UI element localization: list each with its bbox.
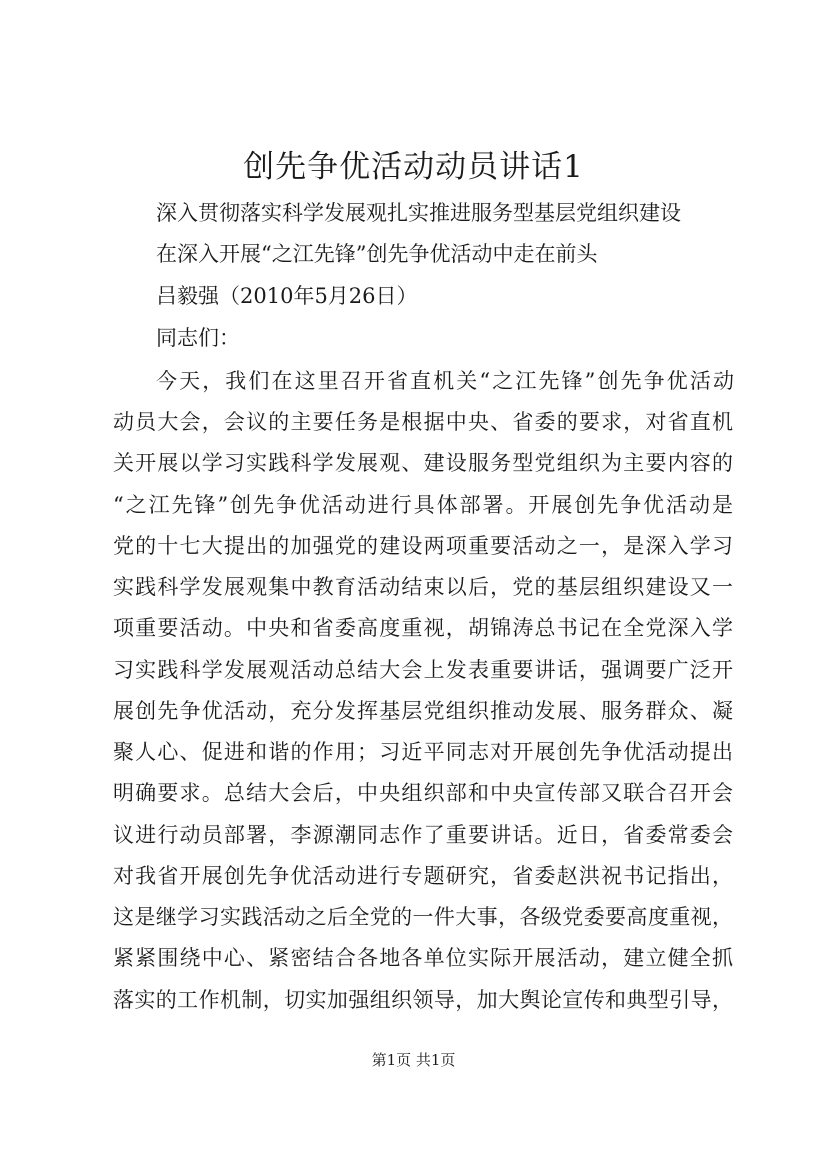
body-text-line: 明确要求。总结大会后，中央组织部和中央宣传部又联合召开会 <box>113 781 733 805</box>
body-text-line: 展创先争优活动，充分发挥基层党组织推动发展、服务群众、凝 <box>113 699 733 723</box>
body-text-line: 动员大会，会议的主要任务是根据中央、省委的要求，对省直机 <box>113 410 733 434</box>
body-text-line: 项重要活动。中央和省委高度重视，胡锦涛总书记在全党深入学 <box>113 616 733 640</box>
body-text-line: 对我省开展创先争优活动进行专题研究，省委赵洪祝书记指出， <box>113 864 733 888</box>
body-text-line: 习实践科学发展观活动总结大会上发表重要讲话，强调要广泛开 <box>113 658 733 682</box>
salutation: 同志们： <box>156 326 240 350</box>
body-text-line: 实践科学发展观集中教育活动结束以后，党的基层组织建设又一 <box>113 575 733 599</box>
body-text-line: 党的十七大提出的加强党的建设两项重要活动之一，是深入学习 <box>113 534 733 558</box>
author-date-line: 吕毅强（2010年5月26日） <box>156 284 418 308</box>
body-text-line: 聚人心、促进和谐的作用；习近平同志对开展创先争优活动提出 <box>113 740 733 764</box>
body-text-line: 议进行动员部署，李源潮同志作了重要讲话。近日，省委常委会 <box>113 823 733 847</box>
body-text-line: 今天，我们在这里召开省直机关“之江先锋”创先争优活动 <box>156 369 734 393</box>
body-text-line: 紧紧围绕中心、紧密结合各地各单位实际开展活动，建立健全抓 <box>113 946 733 970</box>
body-text-line: “之江先锋”创先争优活动进行具体部署。开展创先争优活动是 <box>113 493 733 517</box>
body-text-line: 关开展以学习实践科学发展观、建设服务型党组织为主要内容的 <box>113 451 733 475</box>
body-text-line: 这是继学习实践活动之后全党的一件大事，各级党委要高度重视， <box>113 905 733 929</box>
subheading-line: 在深入开展“之江先锋”创先争优活动中走在前头 <box>156 242 598 266</box>
page-footer: 第1页 共1页 <box>371 1051 456 1069</box>
document-title: 创先争优活动动员讲话1 <box>243 149 584 185</box>
body-text-line: 落实的工作机制，切实加强组织领导，加大舆论宣传和典型引导， <box>113 988 733 1012</box>
subheading-line: 深入贯彻落实科学发展观扎实推进服务型基层党组织建设 <box>156 201 681 225</box>
